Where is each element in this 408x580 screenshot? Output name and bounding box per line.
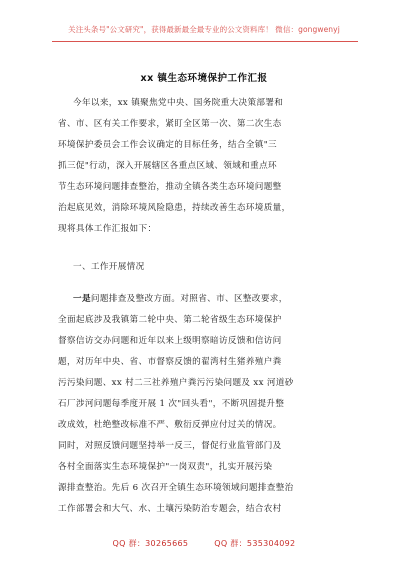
intro-line: 节生态环境问题排查整治，推动全镇各类生态环境问题整	[58, 182, 282, 192]
section-heading: 一、工作开展情况	[73, 262, 145, 272]
header-divider	[52, 41, 358, 42]
paragraph-first-line	[73, 293, 373, 306]
paragraph-line: 污污染问题、xx 村二三社养殖户粪污污染问题及 xx 河道砂	[58, 378, 294, 388]
intro-line: 环境保护委员会工作会议确定的目标任务，结合全镇"三	[58, 140, 277, 150]
footer-qq-group-2: QQ 群：535304092	[214, 539, 296, 548]
paragraph-line: 工作部署会和大气、水、土壤污染防治专题会，结合农村	[58, 504, 282, 514]
intro-line: 现将具体工作汇报如下：	[58, 224, 157, 234]
paragraph-line: 改成效，杜绝整改标准不严、敷衍反弹应付过关的情况。	[58, 420, 282, 430]
intro-line: 治起底见效，消除环境风险隐患，持续改善生态环境质量，	[58, 203, 291, 213]
paragraph-line: 督察信访交办问题和近年以来上级明察暗访反馈和信访问	[58, 336, 282, 346]
footer-contact	[0, 538, 408, 549]
paragraph-line: 各村全面落实生态环境保护"一岗双责"，扎实开展污染	[58, 462, 273, 472]
paragraph-line: 石厂涉河问题每季度开展 1 次"回头看"，不断巩固提升整	[58, 399, 285, 409]
item-lead-text: 问题排查及整改方面。对照省、市、区整改要求，	[90, 294, 288, 304]
paragraph-line: 全面起底涉及我镇第二轮中央、第二轮省级生态环境保护	[58, 315, 282, 325]
header-banner: 关注头条号"公文研究"，获得最新最全最专业的公文资料库！ 微信：gongwenyj	[68, 25, 340, 34]
document-title: xx 镇生态环境保护工作汇报	[140, 73, 268, 84]
intro-line: 抓三促"行动，深入开展辖区各重点区域、领域和重点环	[58, 161, 277, 171]
paragraph-line: 同时，对照反馈问题坚持举一反三，督促行业监管部门及	[58, 441, 282, 451]
footer-qq-group-1: QQ 群：30265665	[112, 539, 189, 548]
paragraph-line: 源排查整治。先后 6 次召开全镇生态环境领域问题排查整治	[58, 483, 294, 493]
item-lead: 一是	[73, 294, 91, 304]
intro-line: 省、市、区有关工作要求，紧盯全区第一次、第二次生态	[58, 119, 282, 129]
intro-line: 今年以来，xx 镇聚焦党中央、国务院重大决策部署和	[73, 98, 284, 108]
paragraph-line: 题，对历年中央、省、市督察反馈的翟湾村生猪养殖户粪	[58, 357, 282, 367]
